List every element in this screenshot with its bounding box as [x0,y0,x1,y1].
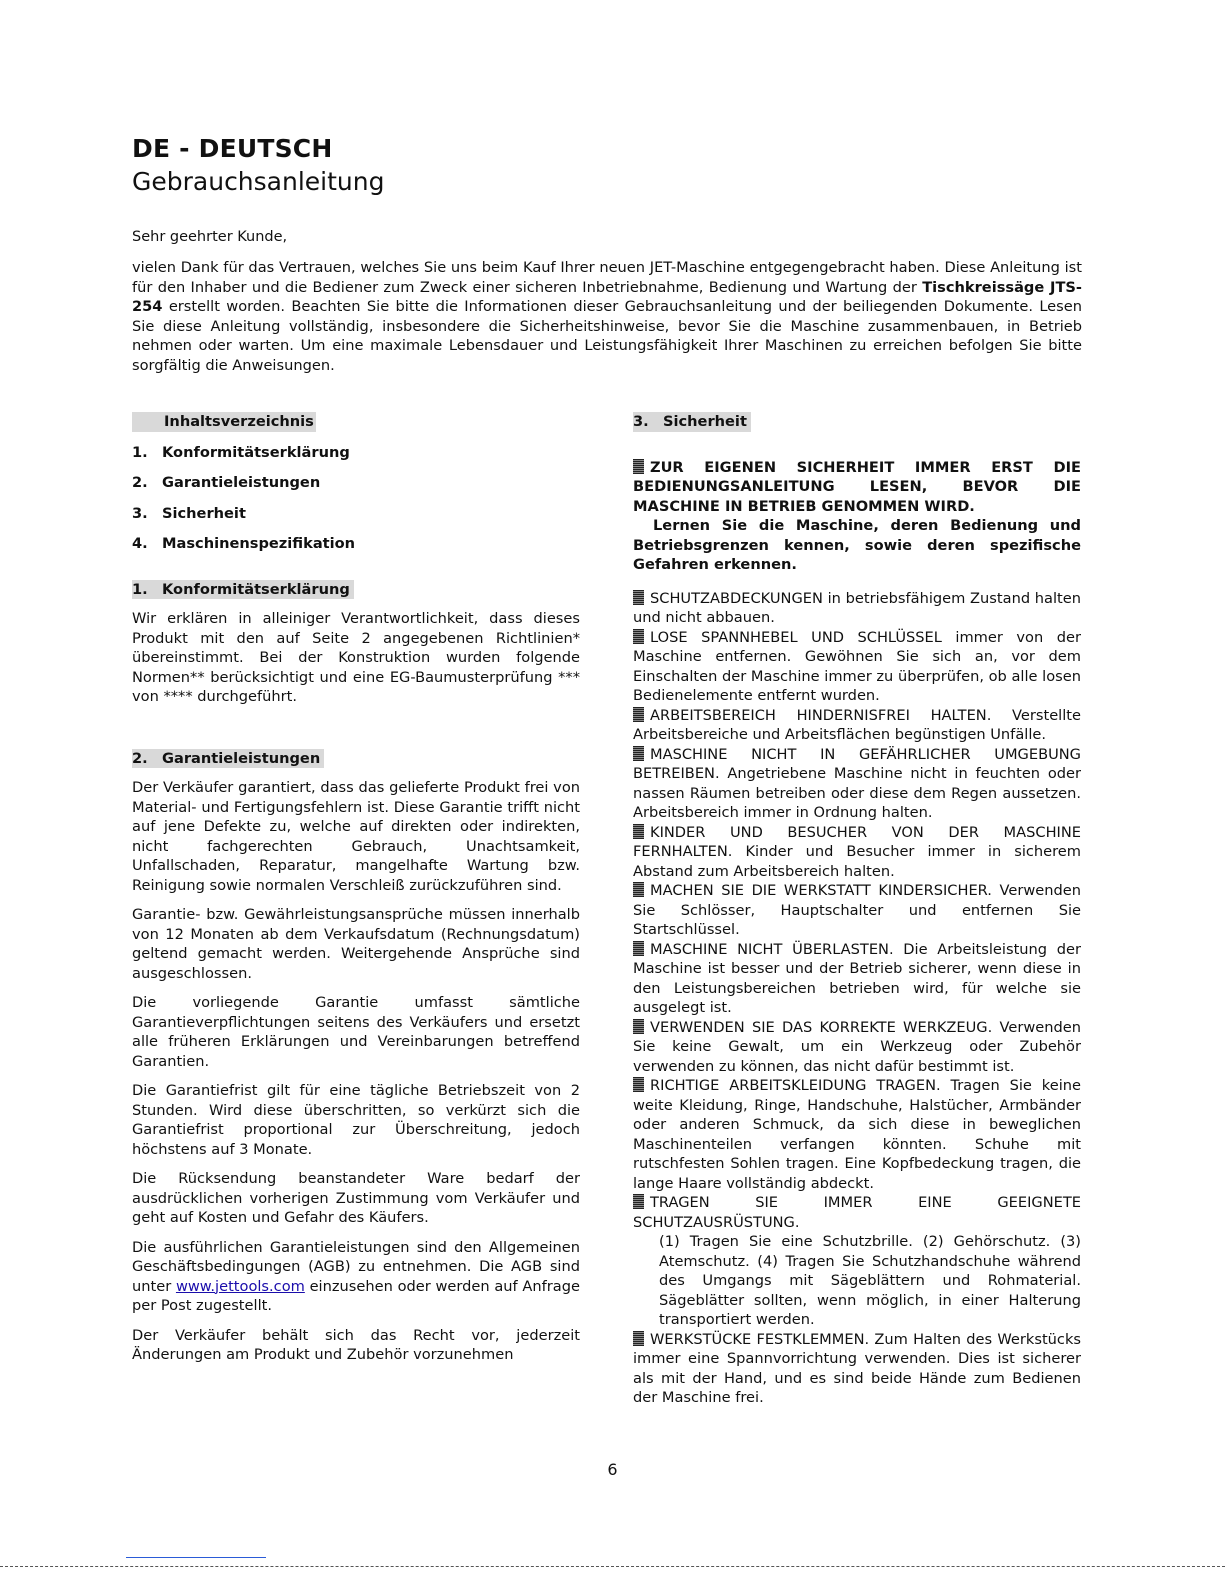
section-2-heading [132,749,324,769]
bullet-icon [633,746,644,761]
bullet-text: immer von der Maschine entfernen. Gewöhnen Sie sich an, vor dem Einschalten der Maschine immer zu überprüfen, ob alle losen Bedienelemente entfernt wurden. [633,628,1081,704]
safety-bullet [633,1193,1081,1232]
warranty-text: Die ausführlichen Garantieleistungen sind den Allgemeinen Geschäftsbedingungen (AGB) zu entnehmen. Die AGB sind unter [132,1238,580,1295]
toc-item[interactable] [132,473,580,493]
toc-item[interactable] [132,504,580,524]
conformity-text: Wir erklären in alleiniger Verantwortlichkeit, dass dieses Produkt mit den auf Seite 2 angegebenen Richtlinien* übereinstimmt. Bei der Konstruktion wurden folgende Normen** berücksichtigt und eine EG-Baumusterprüfung *** von **** durchgeführt. [132,610,580,705]
safety-bullet [633,823,1081,882]
bullet-icon [633,1331,644,1346]
ppe-text: (1) Tragen Sie eine Schutzbrille. (2) Gehörschutz. (3) Atemschutz. (4) Tragen Sie Schutzhandschuhe während des Umgangs mit Sägeblättern und Rohmaterial. Sägeblätter sollten, wenn möglich, in einer Halterung transportiert werden. [659,1233,1081,1328]
safety-bullet [633,1076,1081,1193]
bullet-head: KINDER UND BESUCHER VON DER MASCHINE FERNHALTEN. [633,823,1081,860]
toc-item-number: 1. [132,443,148,461]
safety-bullet [633,628,1081,706]
safety-bullet [633,745,1081,823]
bullet-head: ARBEITSBEREICH HINDERNISFREI HALTEN. [650,706,992,724]
bullet-icon [633,824,644,839]
bullet-icon [633,1194,644,1209]
page-separator [0,1566,1225,1567]
bullet-text: Verwenden Sie Schlösser, Hauptschalter und entfernen Sie Startschlüssel. [633,882,1082,938]
manual-subtitle: Gebrauchsanleitung [132,167,385,196]
toc-item-label: Garantieleistungen [162,474,321,491]
bullet-icon [633,707,644,722]
toc-item[interactable] [132,534,580,554]
bullet-text: Kinder und Besucher immer in sicherem Abstand zum Arbeitsbereich halten. [633,843,1081,880]
safety-warning-note: Lernen Sie die Maschine, deren Bedienung und Betriebsgrenzen kennen, sowie deren spezifische Gefahren erkennen. [633,517,1081,573]
jettools-link[interactable]: www.jettools.com [175,1277,305,1295]
bullet-text: Verstellte Arbeitsbereiche und Arbeitsflächen begünstigen Unfälle. [633,706,1081,743]
toc-item-label: Sicherheit [162,504,246,522]
bullet-text: in betriebsfähigem Zustand halten und nicht abbauen. [633,589,1081,626]
bullet-head: MACHEN SIE DIE WERKSTATT KINDERSICHER. [650,882,992,899]
safety-warning [633,458,1081,517]
right-column [633,412,1081,1408]
toc-item-label: Maschinenspezifikation [162,535,356,552]
warranty-paragraph: Die Rücksendung beanstandeter Ware bedarf der ausdrücklichen vorherigen Zustimmung vom Verkäufer und geht auf Kosten und Gefahr des Käufers. [132,1170,580,1226]
warranty-text: einzusehen oder werden auf Anfrage per Post zugestellt. [132,1277,580,1314]
safety-bullet [633,1018,1081,1077]
bullet-icon [633,459,644,474]
bullet-text: Zum Halten des Werkstücks immer eine Spannvorrichtung verwenden. Dies ist sicherer als mit der Hand, und es sind beide Hände zum Bedienen der Maschine frei. [633,1330,1081,1406]
toc-item-label: Konformitätserklärung [162,443,350,461]
toc-item-number: 3. [132,504,148,522]
bullet-icon [633,941,644,956]
bullet-head: WERKSTÜCKE FESTKLEMMEN. [650,1330,870,1348]
warranty-paragraph: Die Garantiefrist gilt für eine tägliche Betriebszeit von 2 Stunden. Wird diese überschritten, so verkürzt sich die Garantiefrist proportional zur Überschreitung, jedoch höchstens auf 3 Monate. [132,1082,580,1158]
bullet-icon [633,882,644,897]
warning-text: ZUR EIGENEN SICHERHEIT IMMER ERST DIE BEDIENUNGSANLEITUNG LESEN, BEVOR DIE MASCHINE IN BETRIEB GENOMMEN WIRD. [633,458,1081,515]
safety-bullet [633,1330,1081,1408]
bullet-head: TRAGEN SIE IMMER EINE GEEIGNETE SCHUTZAUSRÜSTUNG. [633,1194,1081,1231]
toc-heading: Inhaltsverzeichnis [132,412,316,432]
bullet-text: Tragen Sie keine weite Kleidung, Ringe, Handschuhe, Halstücher, Armbänder oder anderen Schmuck, da sich diese in beweglichen Maschinenteilen verfangen könnten. Schuhe mit rutschfesten Sohlen tragen. Eine Kopfbedeckung tragen, die lange Haare vollständig abdeckt. [633,1077,1081,1192]
safety-bullet [633,706,1081,745]
bullet-text: Verwenden Sie keine Gewalt, um ein Werkzeug oder Zubehör verwenden zu können, das nicht dafür bestimmt ist. [633,1018,1082,1075]
safety-bullet [633,881,1081,940]
warranty-paragraph: Garantie- bzw. Gewährleistungsansprüche müssen innerhalb von 12 Monaten ab dem Verkaufsdatum (Rechnungsdatum) geltend gemacht werden. Weitergehende Ansprüche sind ausgeschlossen. [132,906,580,982]
safety-bullet [633,940,1081,1018]
toc-item[interactable] [132,443,580,463]
toc-item-number: 2. [132,474,148,491]
section-number: 2. [132,749,148,767]
bullet-head: RICHTIGE ARBEITSKLEIDUNG TRAGEN. [650,1077,941,1094]
bullet-head: LOSE SPANNHEBEL UND SCHLÜSSEL [650,628,942,646]
warranty-paragraph [132,1238,580,1316]
section-title: Konformitätserklärung [162,580,350,598]
bullet-head: MASCHINE NICHT IN GEFÄHRLICHER UMGEBUNG BETREIBEN. [633,745,1081,782]
bullet-text: Angetriebene Maschine nicht in feuchten oder nassen Räumen betreiben oder diese dem Regen aussetzen. Arbeitsbereich immer in Ordnung halten. [633,765,1081,821]
section-number: 1. [132,580,148,598]
toc-item-number: 4. [132,535,148,552]
intro-text-2: erstellt worden. Beachten Sie bitte die Informationen dieser Gebrauchsanleitung und der beiliegenden Dokumente. Lesen Sie diese Anleitung vollständig, insbesondere die Sicherheitshinweise, bevor Sie die Maschine zusammenbauen, in Betrieb nehmen oder warten. Um eine maximale Lebensdauer und Leistungsfähigkeit Ihrer Maschinen zu erreichen befolgen Sie bitte sorgfältig die Anweisungen. [132,298,1082,374]
section-title: Sicherheit [663,413,747,430]
salutation: Sehr geehrter Kunde, [132,229,288,245]
section-1-heading [132,580,354,600]
bullet-icon [633,590,644,605]
section-3-heading [633,412,751,432]
warranty-paragraph: Die vorliegende Garantie umfasst sämtliche Garantieverpflichtungen seitens des Verkäufers und ersetzt alle früheren Erklärungen und Vereinbarungen betreffend Garantien. [132,994,580,1070]
intro-product-name: Tischkreissäge JTS-254 [132,278,1082,315]
intro-text-1: vielen Dank für das Vertrauen, welches Sie uns beim Kauf Ihrer neuen JET-Maschine entgegengebracht haben. Diese Anleitung ist für den Inhaber und die Bediener zum Zweck einer sicheren Inbetriebnahme, Bedienung und Wartung der [132,259,1082,296]
warranty-paragraph: Der Verkäufer behält sich das Recht vor, jederzeit Änderungen am Produkt und Zubehör vorzunehmen [132,1326,580,1363]
section-title: Garantieleistungen [162,749,321,767]
bullet-icon [633,1019,644,1034]
warranty-paragraph: Der Verkäufer garantiert, dass das gelieferte Produkt frei von Material- und Fertigungsfehlern ist. Diese Garantie trifft nicht auf jene Defekte zu, welche auf direkten oder indirekten, nicht fachgerechten Gebrauch, Unachtsamkeit, Unfallschaden, Reparatur, mangelhafte Wartung bzw. Reinigung sowie normalen Verschleiß zurückzuführen sind. [132,779,580,894]
intro-paragraph [132,258,1082,375]
bullet-icon [633,1077,644,1092]
safety-bullet [633,589,1081,628]
page-number: 6 [607,1460,618,1479]
bullet-text: Die Arbeitsleistung der Maschine ist besser und der Betrieb sicherer, wenn diese in den Leistungsbereichen betrieben wird, für welche sie ausgelegt ist. [633,940,1081,1016]
footer-link-rule [126,1557,266,1558]
bullet-head: SCHUTZABDECKUNGEN [650,589,823,607]
language-heading: DE - DEUTSCH [132,134,333,163]
bullet-head: MASCHINE NICHT ÜBERLASTEN. [650,940,894,958]
bullet-icon [633,629,644,644]
section-number: 3. [633,413,649,430]
bullet-head: VERWENDEN SIE DAS KORREKTE WERKZEUG. [650,1018,993,1036]
left-column [132,412,580,1365]
